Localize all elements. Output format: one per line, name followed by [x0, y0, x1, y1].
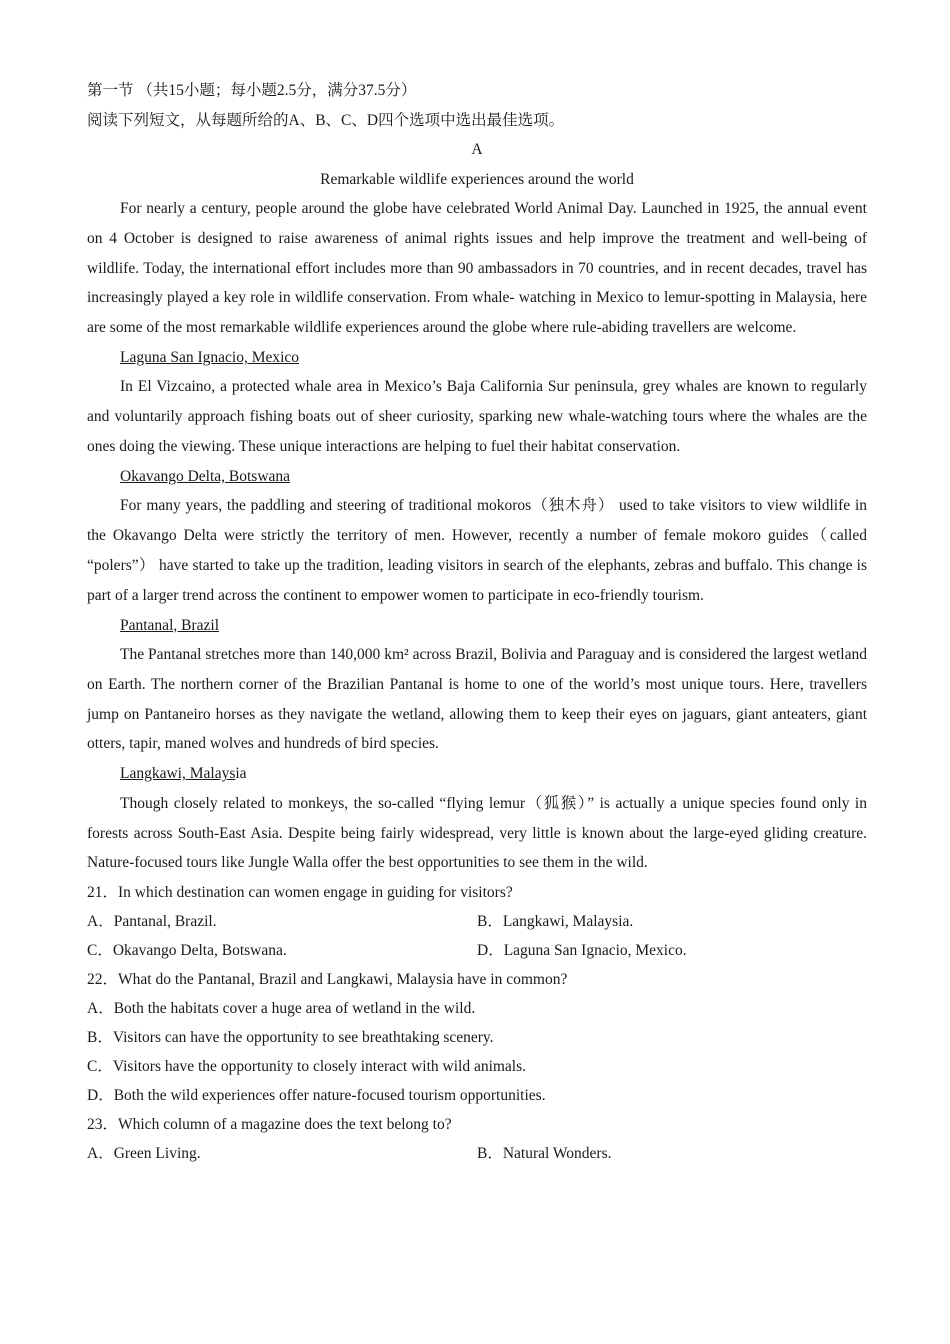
section-body: In El Vizcaino, a protected whale area in Mexico’s Baja California Sur peninsula, grey whales are known to regularly and voluntarily approach fishing boats out of sheer curiosity, sparking new whale-watching tours where the whales are the ones doing the viewing. These unique interactions are helping to fuel their habitat conservation. [87, 378, 867, 456]
section-body: Though closely related to monkeys, the so-called “flying lemur（狐猴）” is actually a unique species found only in forests across South-East Asia. Despite being fairly widespread, very little is known about the large-eyed gliding creature. Nature-focused tours like Jungle Walla offer the best opportunities to see them in the wild. [87, 794, 867, 872]
section-heading: Okavango Delta, Botswana [120, 467, 291, 485]
option-d[interactable]: D．Laguna San Ignacio, Mexico. [477, 942, 687, 960]
question-22: 22．What do the Pantanal, Brazil and Langkawi, Malaysia have in common? [87, 971, 568, 989]
instruction: 阅读下列短文，从每题所给的A、B、C、D四个选项中选出最佳选项。 [87, 111, 565, 129]
section-heading: Pantanal, Brazil [120, 616, 219, 634]
section-header: 第一节 （共15小题；每小题2.5分，满分37.5分） [87, 82, 417, 99]
option-c[interactable]: C．Okavango Delta, Botswana. [87, 942, 287, 960]
option-d[interactable]: D．Both the wild experiences offer nature-focused tourism opportunities. [87, 1087, 546, 1105]
section-body: For many years, the paddling and steering of traditional mokoros（独木舟） used to take visitors to view wildlife in the Okavango Delta were strictly the territory of men. However, recently a number of female mokoro guides（called “polers”） have started to take up the tradition, leading visitors in search of the elephants, zebras and buffalo. This change is part of a larger trend across the continent to empower women to participate in eco-friendly tourism. [87, 497, 867, 604]
option-b[interactable]: B．Natural Wonders. [477, 1145, 612, 1163]
question-21: 21．In which destination can women engage in guiding for visitors? [87, 884, 513, 902]
options-row [87, 936, 867, 965]
section-heading: Langkawi, Malaysia [120, 765, 247, 783]
option-a[interactable]: A．Pantanal, Brazil. [87, 913, 217, 931]
section-heading: Laguna San Ignacio, Mexico [120, 348, 300, 366]
option-b[interactable]: B．Langkawi, Malaysia. [477, 913, 634, 931]
passage-intro: For nearly a century, people around the globe have celebrated World Animal Day. Launched in 1925, the annual event on 4 October is designed to raise awareness of animal rights issues and help improve the treatment and well-being of wildlife. Today, the international effort includes more than 90 ambassadors in 70 countries, and in recent decades, travel has increasingly played a key role in wildlife conservation. From whale- watching in Mexico to lemur-spotting in Malaysia, here are some of the most remarkable wildlife experiences around the globe where rule-abiding travellers are welcome. [87, 200, 867, 337]
option-c[interactable]: C．Visitors have the opportunity to closely interact with wild animals. [87, 1058, 527, 1076]
question-23: 23．Which column of a magazine does the text belong to? [87, 1116, 452, 1134]
option-a[interactable]: A．Both the habitats cover a huge area of wetland in the wild. [87, 1000, 476, 1018]
option-b[interactable]: B．Visitors can have the opportunity to see breathtaking scenery. [87, 1029, 494, 1047]
section-body: The Pantanal stretches more than 140,000 km² across Brazil, Bolivia and Paraguay and is considered the largest wetland on Earth. The northern corner of the Brazilian Pantanal is home to one of the world’s most unique tours. Here, travellers jump on Pantaneiro horses as they navigate the wetland, allowing them to keep their eyes on jaguars, giant anteaters, giant otters, tapir, maned wolves and hundreds of bird species. [87, 646, 867, 753]
passage-letter: A [471, 141, 483, 158]
options-row [87, 1139, 867, 1168]
passage-title: Remarkable wildlife experiences around the world [320, 170, 634, 188]
exam-page [87, 76, 867, 1168]
option-a[interactable]: A．Green Living. [87, 1145, 201, 1163]
options-row [87, 907, 867, 936]
